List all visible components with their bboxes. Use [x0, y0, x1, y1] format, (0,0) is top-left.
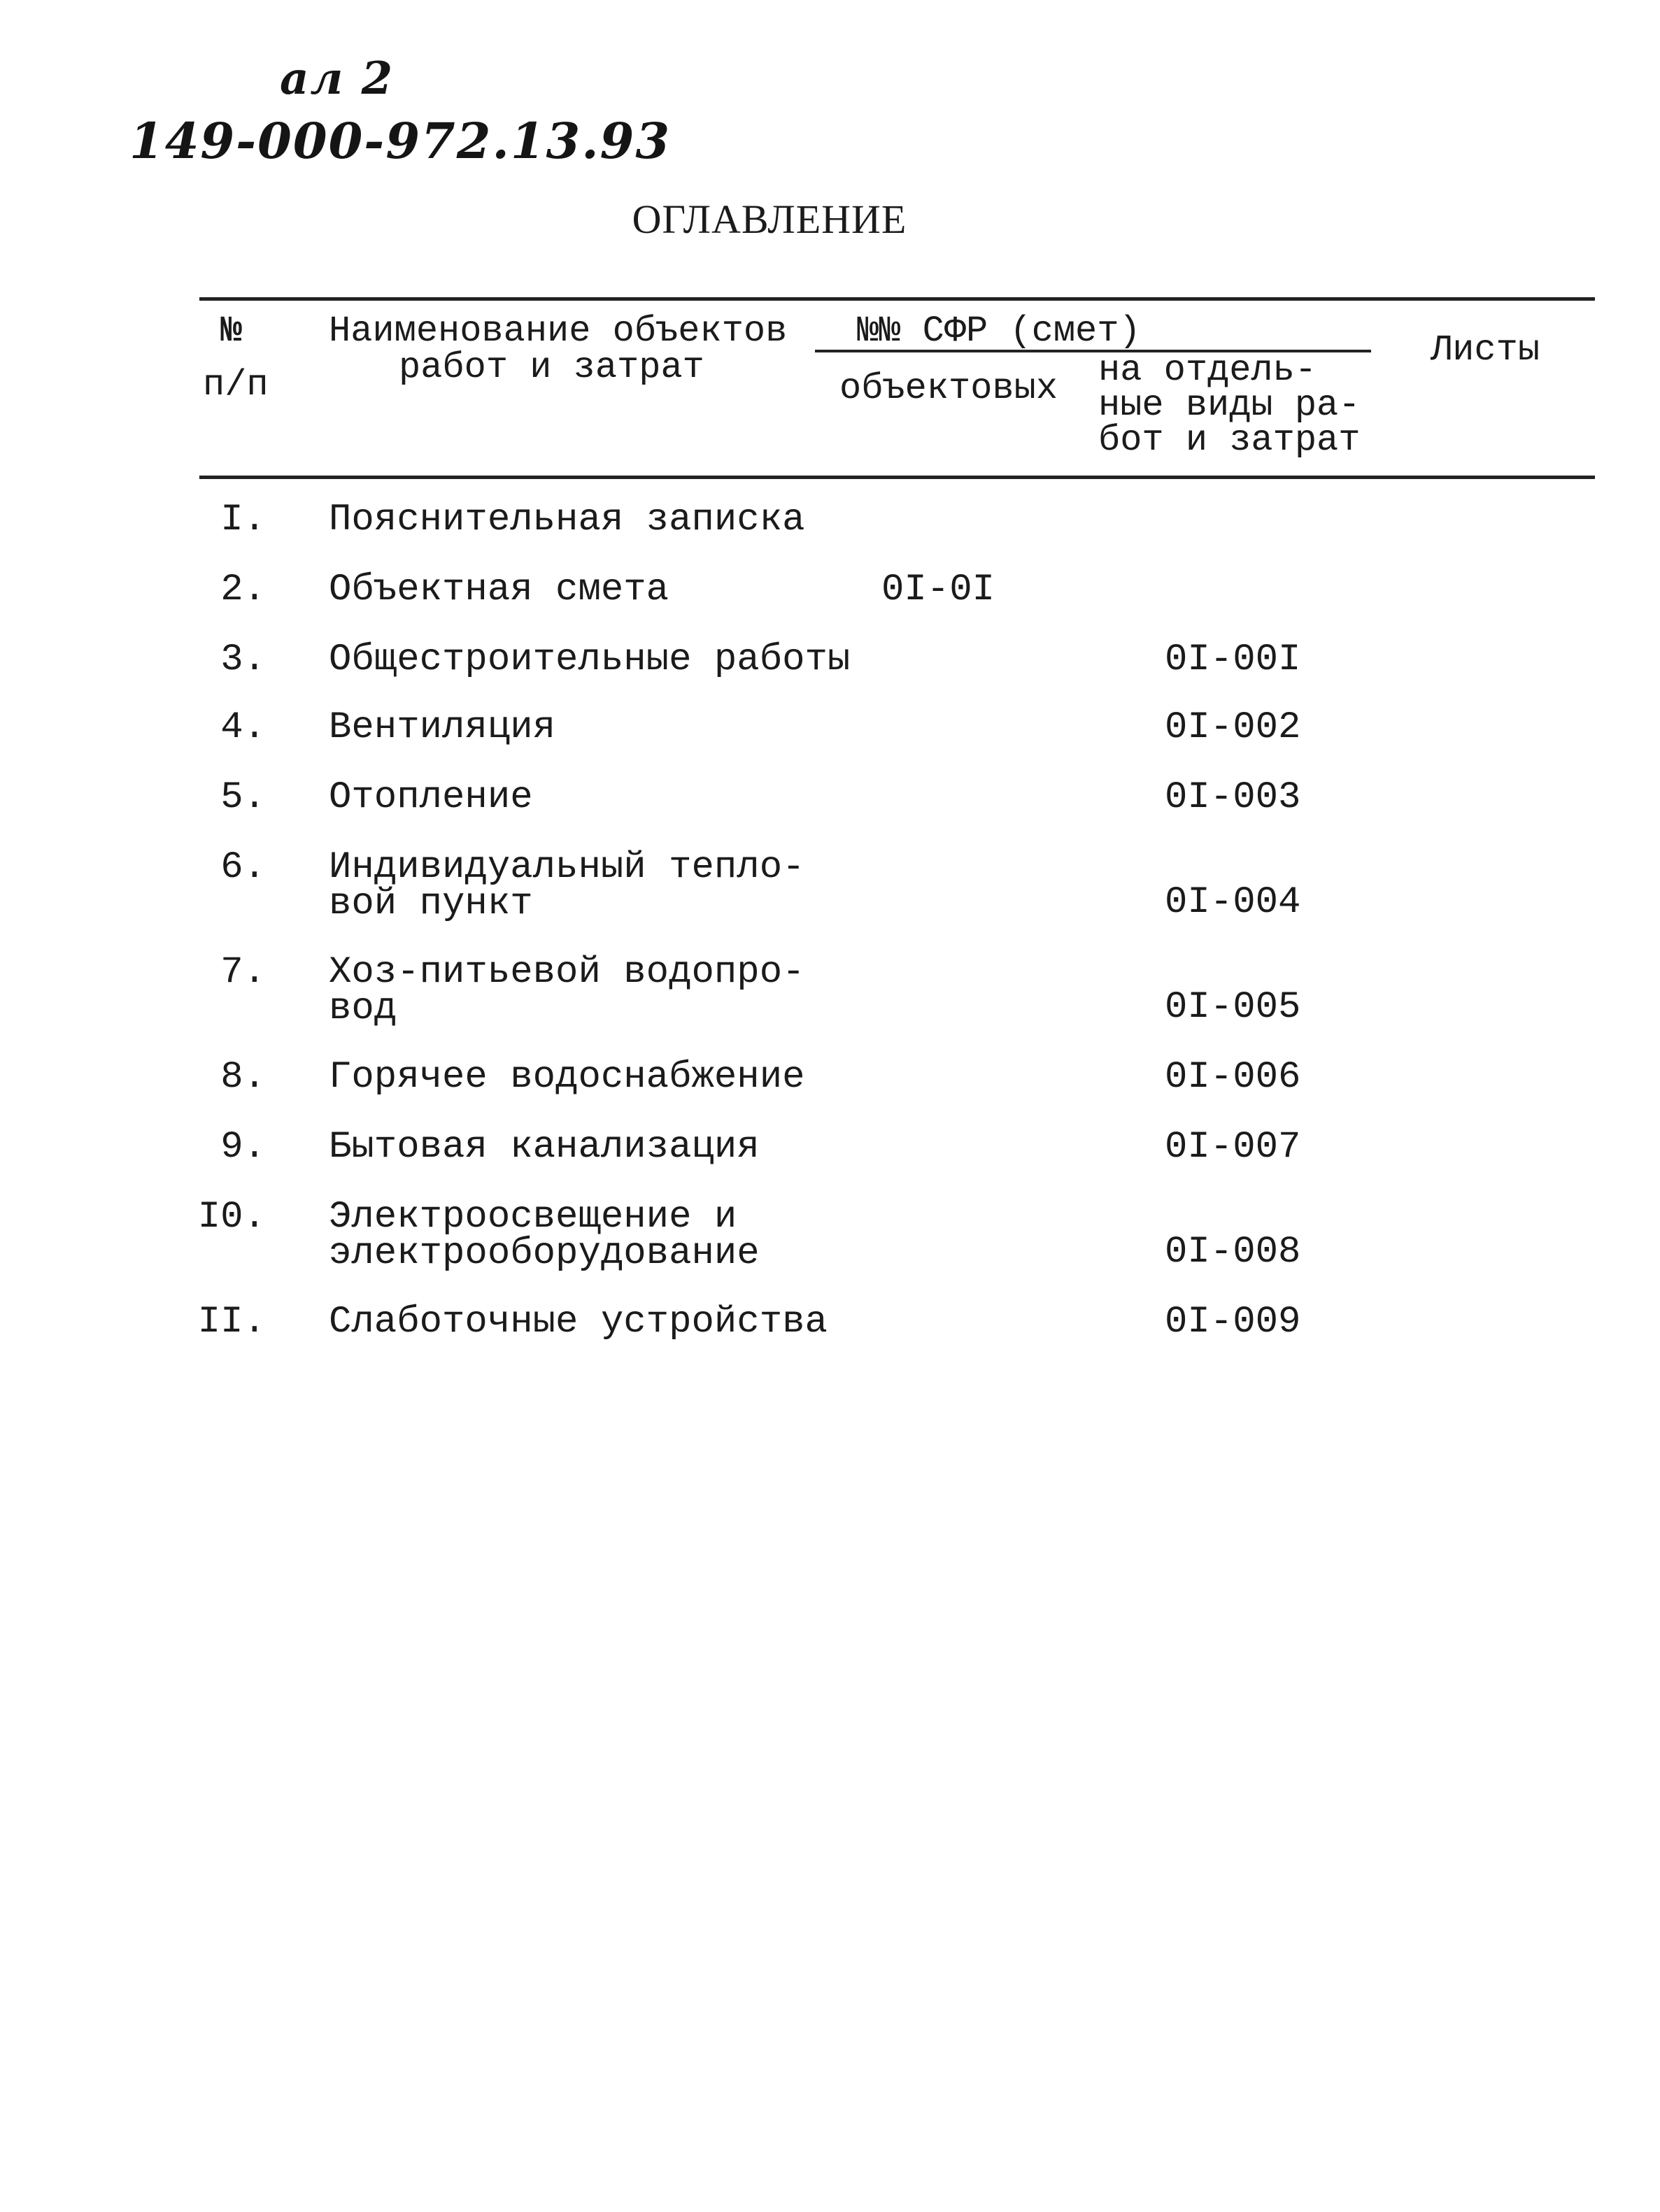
header-number: №: [220, 311, 243, 352]
header-name-line2: работ и затрат: [399, 347, 704, 388]
header-name-line1: Наименование объектов: [329, 311, 788, 352]
row-number: I.: [220, 499, 266, 541]
row-separate-estimate: 0I-006: [1165, 1056, 1301, 1099]
row-name: Вентиляция: [329, 706, 556, 749]
row-number: 2.: [220, 569, 266, 611]
row-number: II.: [197, 1301, 266, 1343]
row-number: 9.: [220, 1126, 266, 1169]
row-separate-estimate: 0I-004: [1165, 881, 1301, 924]
row-number: 7.: [220, 951, 266, 994]
header-sheets: Листы: [1431, 329, 1540, 371]
row-number: 3.: [220, 638, 266, 681]
table-top-rule: [199, 297, 1595, 301]
row-name: Электроосвещение и электрооборудование: [329, 1196, 760, 1275]
row-number: 4.: [220, 706, 266, 749]
row-number: 5.: [220, 776, 266, 819]
row-separate-estimate: 0I-009: [1165, 1301, 1301, 1343]
handwritten-document-code: 149-000-972.13.93: [129, 112, 672, 170]
row-number: 8.: [220, 1056, 266, 1099]
row-name: Горячее водоснабжение: [329, 1056, 805, 1099]
row-name: Объектная смета: [329, 569, 669, 611]
header-pp: п/п: [203, 364, 269, 406]
row-name: Пояснительная записка: [329, 499, 805, 541]
row-name: Отопление: [329, 776, 533, 819]
row-number: I0.: [197, 1196, 266, 1239]
row-name: Индивидуальный тепло- вой пункт: [329, 846, 805, 925]
handwritten-sheet-label: ал 2: [280, 52, 395, 105]
row-name: Общестроительные работы: [329, 638, 851, 681]
header-object-estimates: объектовых: [839, 368, 1058, 409]
row-separate-estimate: 0I-003: [1165, 776, 1301, 819]
row-separate-estimate: 0I-008: [1165, 1231, 1301, 1273]
row-number: 6.: [220, 846, 266, 889]
row-separate-estimate: 0I-007: [1165, 1126, 1301, 1169]
table-header-bottom-rule: [199, 476, 1595, 479]
header-separate-estimates: на отдель- ные виды ра- бот и затрат: [1098, 350, 1361, 461]
row-separate-estimate: 0I-00I: [1165, 638, 1301, 681]
header-sfr: №№ СФР (смет): [857, 311, 1141, 352]
row-separate-estimate: 0I-002: [1165, 706, 1301, 749]
row-object-estimate: 0I-0I: [881, 569, 995, 611]
row-separate-estimate: 0I-005: [1165, 986, 1301, 1029]
page-title: ОГЛАВЛЕНИЕ: [632, 197, 907, 242]
row-name: Бытовая канализация: [329, 1126, 760, 1169]
row-name: Слаботочные устройства: [329, 1301, 828, 1343]
row-name: Хоз-питьевой водопро- вод: [329, 951, 805, 1030]
